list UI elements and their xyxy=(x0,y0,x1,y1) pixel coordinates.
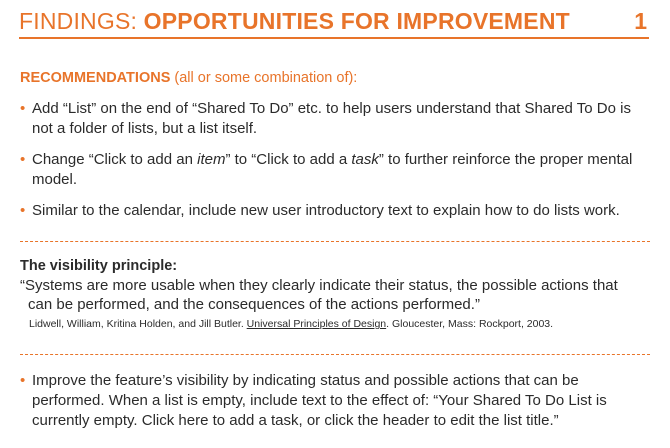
title-lead: FINDINGS: xyxy=(19,8,144,34)
recommendation-item-2 xyxy=(20,150,650,190)
recommendation-item-3 xyxy=(20,201,660,221)
bullet-icon: • xyxy=(20,151,26,168)
citation xyxy=(29,318,553,330)
recommendation-text-2d: task xyxy=(351,151,379,168)
slide-header xyxy=(19,7,649,39)
visibility-heading: The visibility principle: xyxy=(20,258,178,274)
recommendation-text-2 xyxy=(20,150,650,190)
recommendations-heading-label: RECOMMENDATIONS xyxy=(20,70,171,86)
citation-authors: Lidwell, William, Kritina Holden, and Jill Butler. xyxy=(29,318,247,330)
visibility-quote xyxy=(20,276,650,314)
title-rest: OPPORTUNITIES FOR IMPROVEMENT xyxy=(143,8,570,34)
improvement-item xyxy=(20,371,650,431)
dashed-divider xyxy=(20,354,650,355)
improvement-text: Improve the feature’s visibility by indicating status and possible actions that can be performed. When a list is empty, include text to the effect of: “Your Shared To Do List is currently empty. Click here to add a task, or click the header to edit the list title.” xyxy=(32,372,607,429)
citation-book-title: Universal Principles of Design xyxy=(246,318,387,330)
recommendation-text-2b: item xyxy=(197,151,226,168)
slide-title xyxy=(19,8,570,35)
recommendation-text-2c: ” to “Click to add a xyxy=(225,151,352,168)
recommendation-text-2e: ” to further reinforce the proper mental model. xyxy=(32,151,633,188)
recommendation-item-1 xyxy=(20,99,650,139)
dashed-divider xyxy=(20,241,650,242)
bullet-icon: • xyxy=(20,372,26,389)
citation-publisher: . Gloucester, Mass: Rockport, 2003. xyxy=(386,318,554,330)
recommendations-heading-note: (all or some combination of): xyxy=(170,70,358,86)
bullet-icon: • xyxy=(20,100,26,117)
quote-line-2: can be performed, and the consequences of the actions performed.” xyxy=(28,296,480,313)
quote-line-1: “Systems are more usable when they clearly indicate their status, the possible actions that xyxy=(20,277,618,294)
bullet-icon: • xyxy=(20,202,26,219)
recommendation-text-3: Similar to the calendar, include new user introductory text to explain how to do lists work. xyxy=(32,202,620,219)
recommendations-heading xyxy=(20,70,357,86)
recommendation-text-1: Add “List” on the end of “Shared To Do” etc. to help users understand that Shared To Do is not a folder of lists, but a list itself. xyxy=(32,100,631,137)
recommendation-text-2a: Change “Click to add an xyxy=(32,151,198,168)
page-number: 1 xyxy=(634,8,647,34)
